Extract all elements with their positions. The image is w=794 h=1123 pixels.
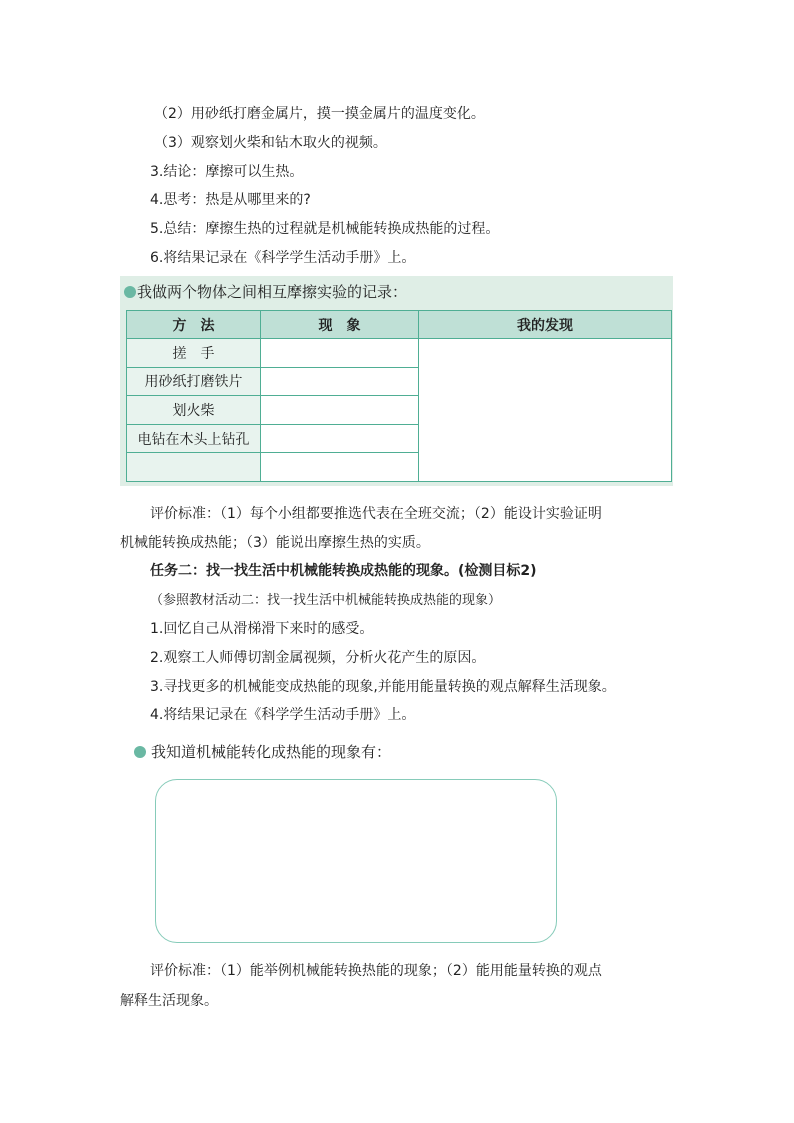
column-header-discovery: 我的发现 bbox=[419, 311, 672, 339]
phenomenon-cell bbox=[261, 367, 419, 396]
step-line: 6.将结果记录在《科学学生活动手册》上。 bbox=[150, 250, 416, 266]
column-header-method: 方 法 bbox=[127, 311, 261, 339]
record-figure bbox=[120, 276, 673, 486]
step-line: 3.结论：摩擦可以生热。 bbox=[150, 164, 304, 180]
method-cell bbox=[127, 453, 261, 482]
table-row bbox=[127, 339, 672, 368]
record-heading: 我做两个物体之间相互摩擦实验的记录： bbox=[137, 283, 408, 301]
step-line: 2.观察工人师傅切割金属视频，分析火花产生的原因。 bbox=[150, 650, 486, 666]
method-cell: 用砂纸打磨铁片 bbox=[127, 367, 261, 396]
step-line: （2）用砂纸打磨金属片，摸一摸金属片的温度变化。 bbox=[154, 106, 485, 122]
evaluation-text: 机械能转换成热能；（3）能说出摩擦生热的实质。 bbox=[120, 535, 430, 551]
step-line: （3）观察划火柴和钻木取火的视频。 bbox=[154, 135, 387, 151]
phenomenon-cell bbox=[261, 339, 419, 368]
record-table bbox=[126, 310, 672, 482]
phenomena-heading: 我知道机械能转化成热能的现象有： bbox=[151, 743, 392, 761]
step-line: 3.寻找更多的机械能变成热能的现象,并能用能量转换的观点解释生活现象。 bbox=[150, 679, 616, 695]
phenomenon-cell bbox=[261, 424, 419, 453]
step-line: 5.总结：摩擦生热的过程就是机械能转换成热能的过程。 bbox=[150, 221, 500, 237]
task-reference: （参照教材活动二：找一找生活中机械能转换成热能的现象） bbox=[150, 593, 502, 608]
method-cell: 划火柴 bbox=[127, 396, 261, 425]
discovery-cell bbox=[419, 339, 672, 482]
step-line: 4.将结果记录在《科学学生活动手册》上。 bbox=[150, 707, 416, 723]
answer-box bbox=[155, 779, 557, 943]
step-line: 4.思考：热是从哪里来的? bbox=[150, 192, 311, 208]
method-cell: 电钻在木头上钻孔 bbox=[127, 424, 261, 453]
bullet-dot-icon bbox=[124, 286, 136, 298]
bullet-dot-icon bbox=[134, 746, 146, 758]
phenomenon-cell bbox=[261, 396, 419, 425]
phenomenon-cell bbox=[261, 453, 419, 482]
evaluation-text: 评价标准：（1）能举例机械能转换热能的现象；（2）能用能量转换的观点 bbox=[150, 963, 602, 979]
step-line: 1.回忆自己从滑梯滑下来时的感受。 bbox=[150, 621, 374, 637]
evaluation-text: 解释生活现象。 bbox=[120, 993, 218, 1009]
column-header-phenomenon: 现 象 bbox=[261, 311, 419, 339]
evaluation-text: 评价标准：（1）每个小组都要推选代表在全班交流；（2）能设计实验证明 bbox=[150, 506, 602, 522]
method-cell: 搓 手 bbox=[127, 339, 261, 368]
task-title: 任务二：找一找生活中机械能转换成热能的现象。(检测目标2) bbox=[150, 563, 537, 579]
